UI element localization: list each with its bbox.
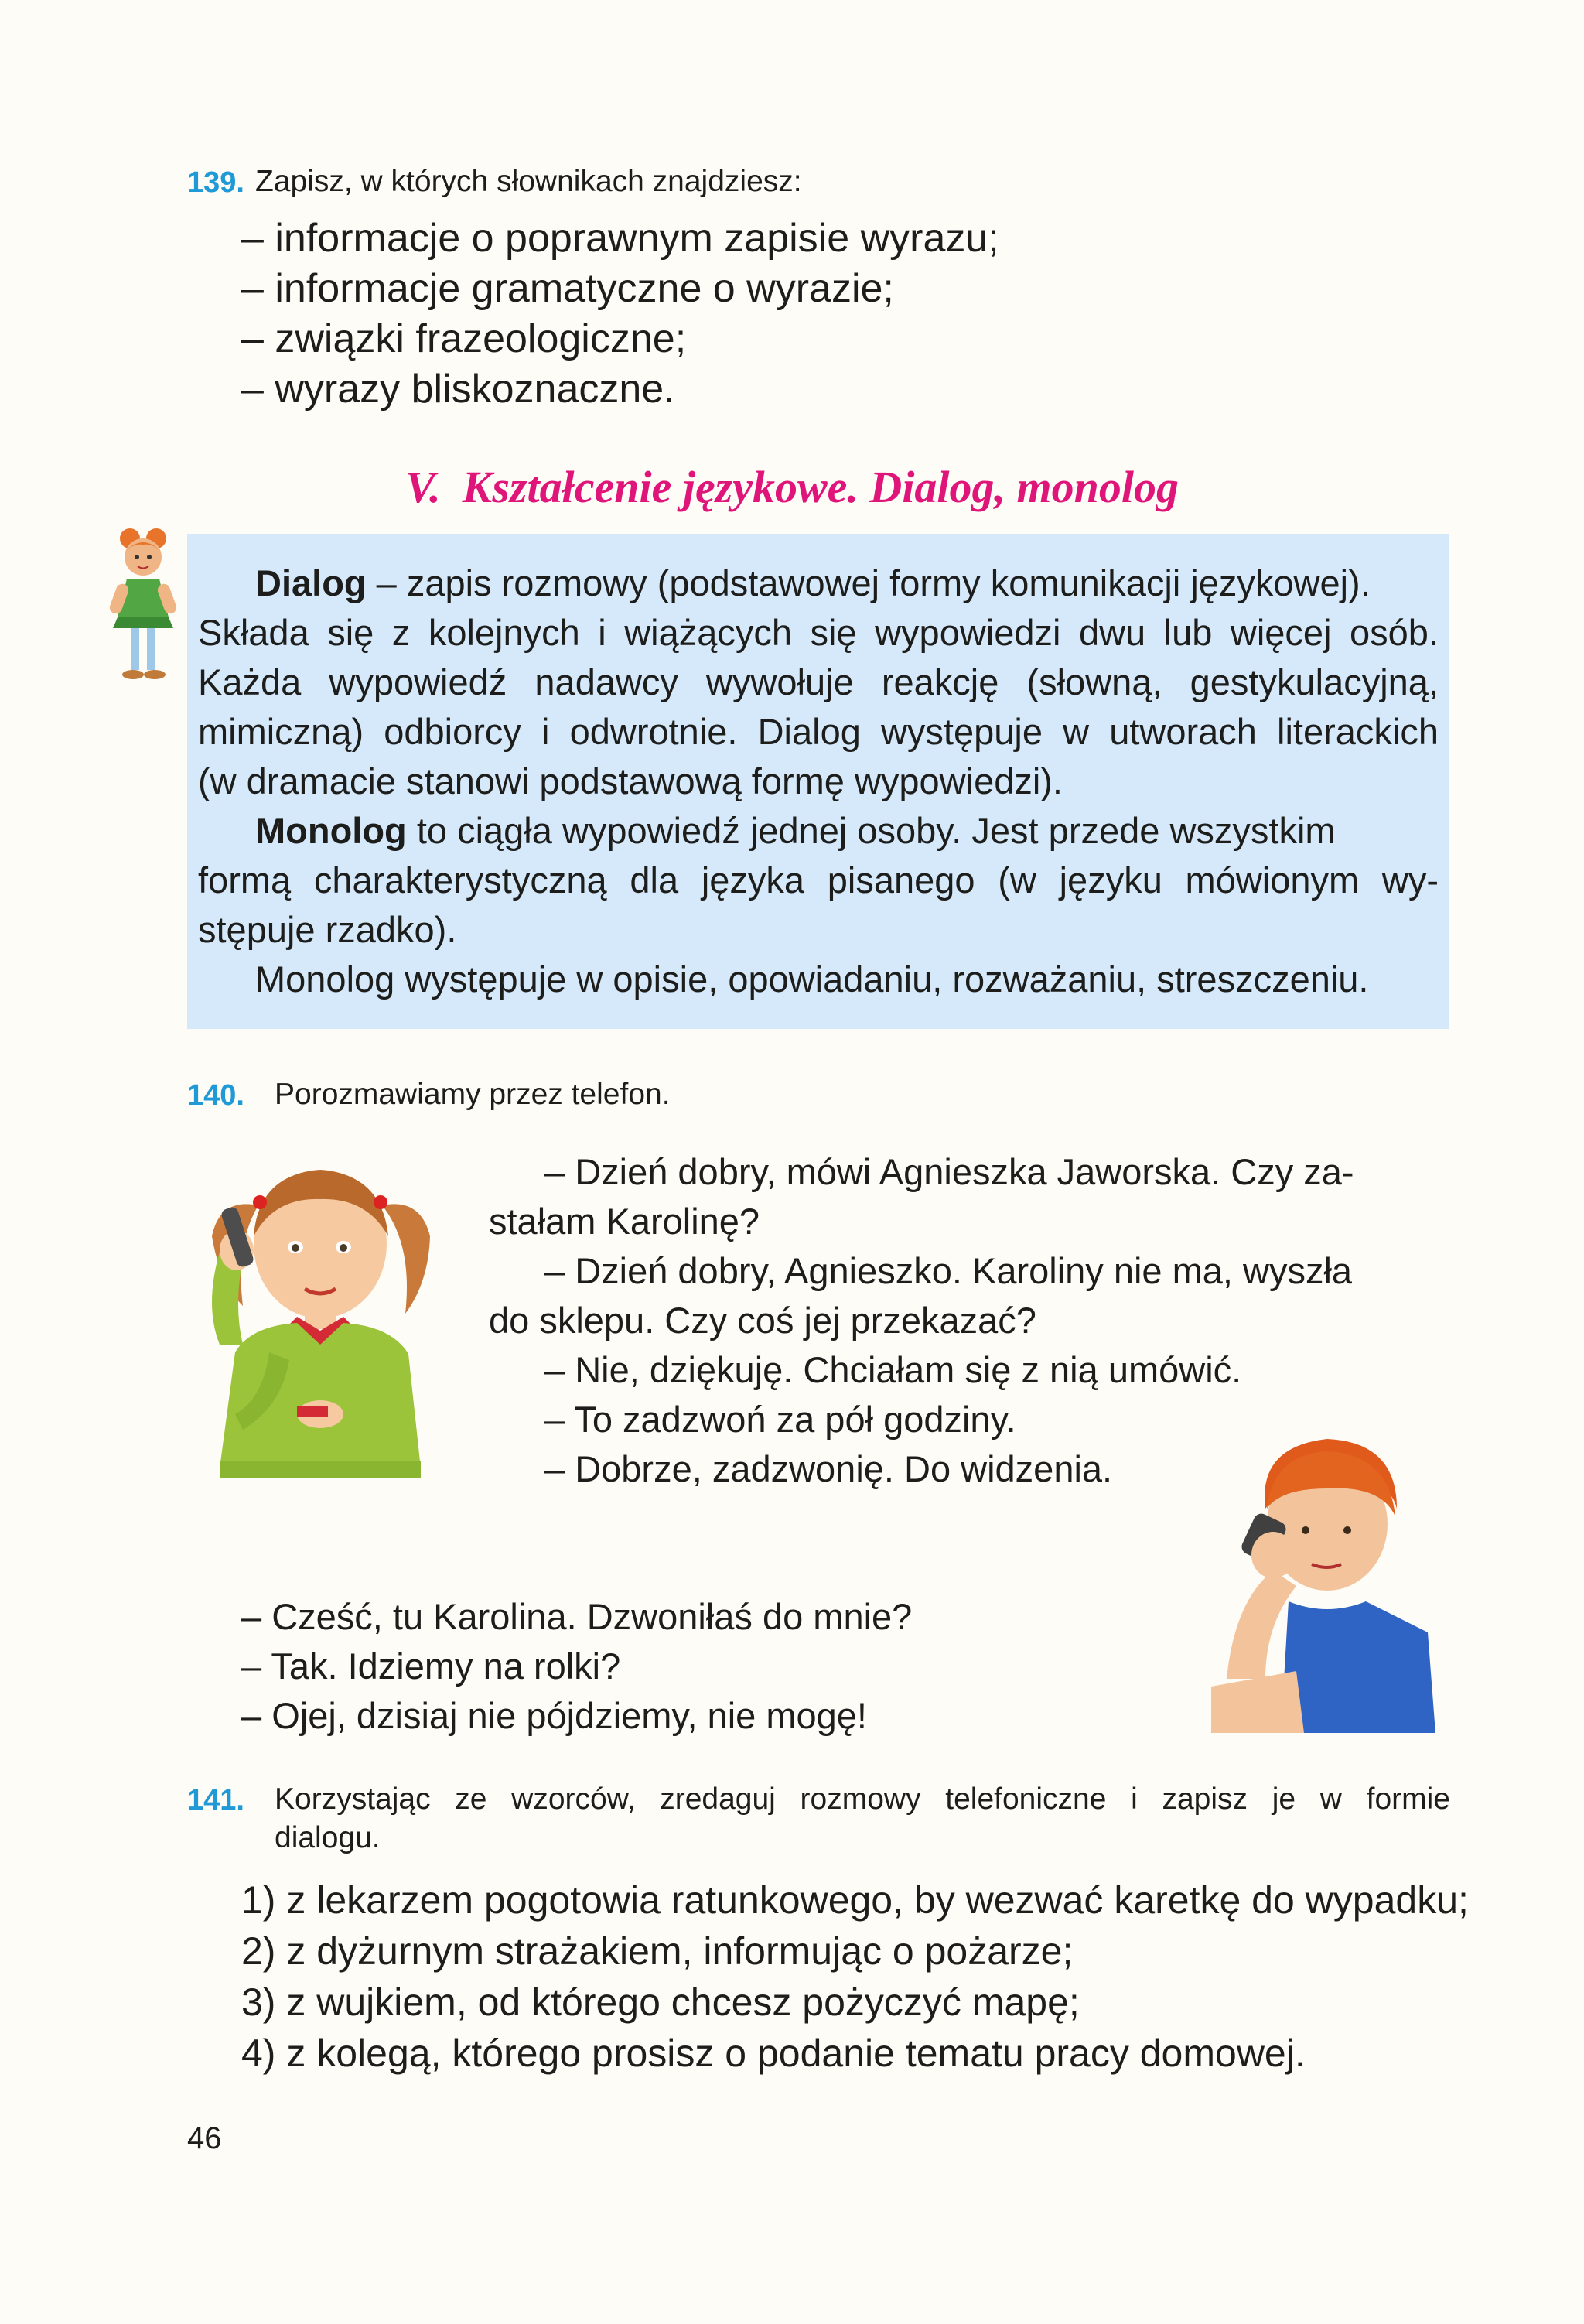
dialog-line: – Tak. Idziemy na rolki? [241,1646,621,1687]
definition-line: Każda wypowiedź nadawcy wywołuje reakcję (słowną, gestykulacyjną, [198,661,1439,702]
dialog-line: – Nie, dziękuję. Chciałam się z nią umówić. [544,1349,1242,1390]
definition-line: (w dramacie stanowi podstawową formę wypowiedzi). [198,760,1063,801]
definition-line: Składa się z kolejnych i wiążących się wypowiedzi dwu lub więcej osób. [198,612,1439,653]
dialog-term: Dialog [255,562,367,603]
list-item: – informacje o poprawnym zapisie wyrazu; [241,216,999,261]
definition-line: mimiczną) odbiorcy i odwrotnie. Dialog występuje w utworach literackich [198,711,1439,752]
girl-on-phone-illustration [189,1151,444,1492]
dialog-line: – Dzień dobry, mówi Agnieszka Jaworska. Czy za- [544,1151,1354,1192]
exercise-prompt: Porozmawiamy przez telefon. [275,1078,671,1111]
definition-line: formą charakterystyczną dla języka pisanego (w języku mówionym wy- [198,860,1439,901]
monolog-term: Monolog [255,810,407,851]
dialog-line: – Ojej, dzisiaj nie pójdziemy, nie mogę! [241,1695,867,1736]
exercise-number: 140. [187,1079,244,1112]
list-item: 2) z dyżurnym strażakiem, informując o pożarze; [241,1929,1074,1973]
page-number: 46 [187,2121,222,2155]
monolog-definition-line [255,806,1336,856]
section-title: Kształcenie językowe. Dialog, monolog [462,462,1179,512]
list-item: – związki frazeologiczne; [241,316,687,361]
definition-line: Monolog występuje w opisie, opowiadaniu, rozważaniu, streszczeniu. [255,959,1369,1000]
definition-box [187,534,1449,1029]
definition-text: – zapis rozmowy (podstawowej formy komunikacji językowej). [366,562,1371,603]
exercise-prompt: Korzystając ze wzorców, zredaguj rozmowy telefoniczne i zapisz je w formie [275,1782,1450,1816]
definition-text: to ciągła wypowiedź jednej osoby. Jest przede wszystkim [406,810,1336,851]
dialog-line: – Dobrze, zadzwonię. Do widzenia. [544,1448,1113,1489]
dialog-line: – Cześć, tu Karolina. Dzwoniłaś do mnie? [241,1596,913,1637]
exercise-prompt-continuation: dialogu. [275,1821,381,1854]
section-roman-numeral: V. [405,462,441,512]
dialog-line: – To zadzwoń za pół godziny. [544,1399,1016,1440]
child-on-phone-illustration [1203,1423,1451,1733]
list-item: – wyrazy bliskoznaczne. [241,367,675,412]
dialog-line: – Dzień dobry, Agnieszko. Karoliny nie ma, wyszła [544,1250,1353,1291]
dialog-line: do sklepu. Czy coś jej przekazać? [489,1300,1036,1341]
section-heading [0,461,1584,513]
definition-line: stępuje rzadko). [198,909,457,950]
list-item: 1) z lekarzem pogotowia ratunkowego, by wezwać karetkę do wypadku; [241,1878,1469,1922]
list-item: – informacje gramatyczne o wyrazie; [241,266,894,311]
list-item: 3) z wujkiem, od którego chcesz pożyczyć mapę; [241,1981,1080,2024]
girl-mascot-illustration [99,526,184,689]
exercise-number: 139. [187,166,244,199]
dialog-definition-line [255,559,1371,608]
dialog-line: stałam Karolinę? [489,1201,760,1242]
list-item: 4) z kolegą, którego prosisz o podanie tematu pracy domowej. [241,2032,1306,2075]
exercise-prompt: Zapisz, w których słownikach znajdziesz: [255,165,802,198]
exercise-number: 141. [187,1784,244,1816]
